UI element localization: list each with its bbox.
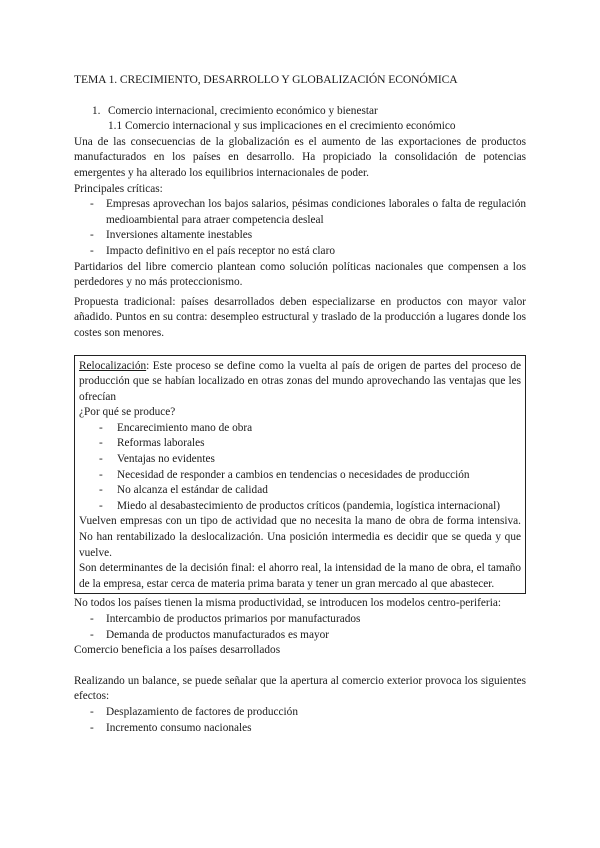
list-item: - Impacto definitivo en el país receptor no está claro <box>74 244 526 260</box>
relocalizacion-term: Relocalización <box>79 359 147 372</box>
list-item: - Encarecimiento mano de obra <box>79 421 521 437</box>
list-item: - Miedo al desabastecimiento de productos críticos (pandemia, logística internacional) <box>79 499 521 515</box>
determinantes-paragraph: Son determinantes de la decisión final: el ahorro real, la intensidad de la mano de obra, el tamaño de la empresa, estar cerca de materia prima barata y tener un gran mercado al que abastecer. <box>79 562 521 590</box>
question-heading: ¿Por qué se produce? <box>79 406 176 419</box>
list-item: - Reformas laborales <box>79 436 521 452</box>
intro-paragraph: Una de las consecuencias de la globalización es el aumento de las exportaciones de productos manufacturados en los países en desarrollo. Ha propiciado la consolidación de potencias emergentes y ha alterado los equilibrios internacionales de poder. <box>74 135 526 179</box>
list-item: - Ventajas no evidentes <box>79 452 521 468</box>
section-heading <box>92 104 526 120</box>
productividad-paragraph: No todos los países tienen la misma productividad, se introducen los modelos centro-periferia: <box>74 597 501 610</box>
criticas-list <box>74 197 526 259</box>
balance-paragraph: Realizando un balance, se puede señalar que la apertura al comercio exterior provoca los siguientes efectos: <box>74 674 526 703</box>
propuesta-paragraph: Propuesta tradicional: países desarrollados deben especializarse en productos con mayor valor añadido. Puntos en su contra: desempleo estructural y traslado de la producción a lugares donde los costes son menores. <box>74 295 526 339</box>
page-title: TEMA 1. CRECIMIENTO, DESARROLLO Y GLOBALIZACIÓN ECONÓMICA <box>74 73 458 86</box>
list-item: - Intercambio de productos primarios por manufacturados <box>74 612 526 628</box>
vuelven-paragraph: Vuelven empresas con un tipo de actividad que no necesita la mano de obra de forma intensiva. No han rentabilizado la deslocalización. Una posición intermedia es decidir que se queda y que vuelve. <box>79 515 521 559</box>
list-item: - Inversiones altamente inestables <box>74 228 526 244</box>
list-item: - Empresas aprovechan los bajos salarios, pésimas condiciones laborales o falta de regulación medioambiental para atraer competencia desleal <box>74 197 526 228</box>
list-item: - Demanda de productos manufacturados es mayor <box>74 628 526 644</box>
productividad-list <box>74 612 526 643</box>
beneficia-paragraph: Comercio beneficia a los países desarrollados <box>74 644 281 657</box>
definition-text: : Este proceso se define como la vuelta al país de origen de partes del proceso de producción que se habían localizado en otras zonas del mundo aprovechando las ventajas que les ofrecían <box>79 359 521 403</box>
list-item: - Desplazamiento de factores de producción <box>74 705 526 721</box>
section-number: 1. <box>92 104 101 117</box>
reasons-list <box>79 421 521 515</box>
spacer <box>74 659 526 674</box>
list-item: - No alcanza el estándar de calidad <box>79 483 521 499</box>
list-item: - Necesidad de responder a cambios en tendencias o necesidades de producción <box>79 468 521 484</box>
section-label: Comercio internacional, crecimiento económico y bienestar <box>108 104 378 117</box>
criticas-heading: Principales críticas: <box>74 182 163 195</box>
partidarios-paragraph: Partidarios del libre comercio plantean como solución políticas nacionales que compensen a los perdedores y no más proteccionismo. <box>74 260 526 289</box>
subsection-heading: 1.1 Comercio internacional y sus implicaciones en el crecimiento económico <box>108 120 456 133</box>
list-item: - Incremento consumo nacionales <box>74 721 526 737</box>
document-page <box>74 72 526 736</box>
relocalizacion-definition <box>79 359 521 406</box>
balance-list <box>74 705 526 736</box>
relocalizacion-box <box>74 355 526 595</box>
